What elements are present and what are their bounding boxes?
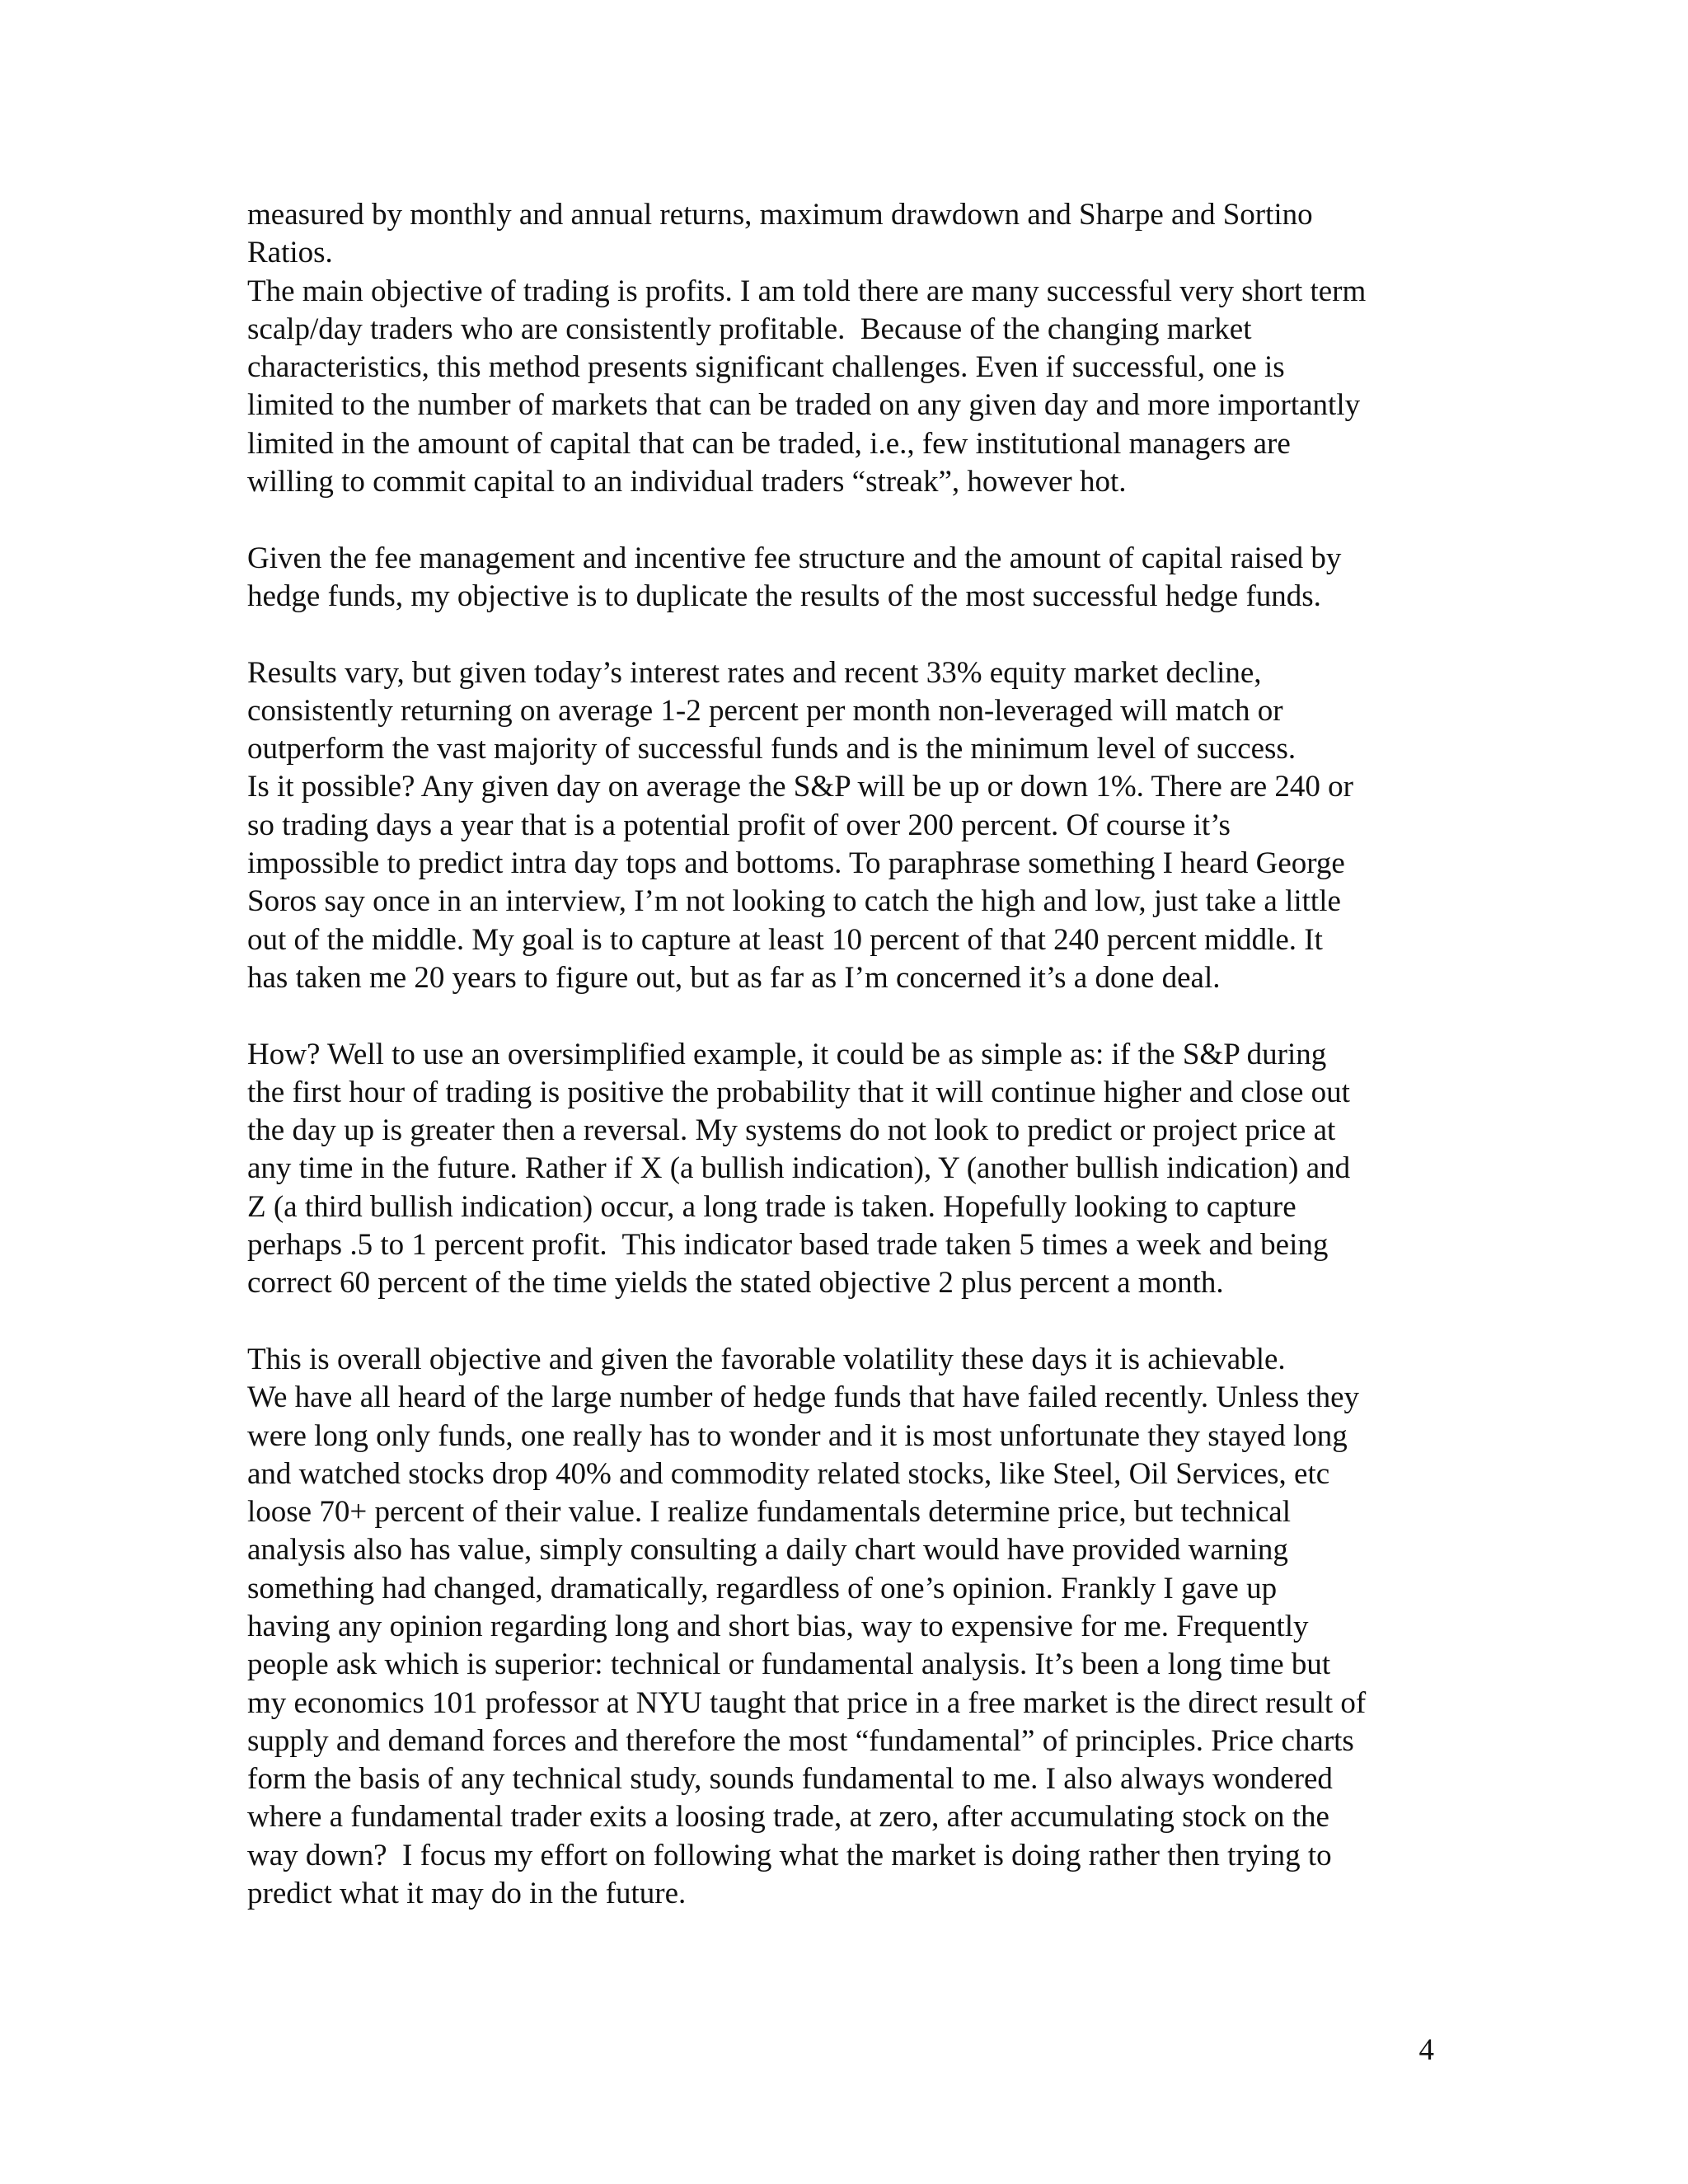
text-line: measured by monthly and annual returns, maximum drawdown and Sharpe and Sortino	[247, 198, 1313, 232]
paragraph-spacer	[247, 501, 1451, 539]
text-line: and watched stocks drop 40% and commodity related stocks, like Steel, Oil Services, etc	[247, 1456, 1330, 1491]
text-line: Given the fee management and incentive fee structure and the amount of capital raised by	[247, 541, 1342, 575]
text-line: any time in the future. Rather if X (a bullish indication), Y (another bullish indication) and	[247, 1151, 1351, 1186]
text-line: willing to commit capital to an individual traders “streak”, however hot.	[247, 465, 1127, 499]
text-line: supply and demand forces and therefore the most “fundamental” of principles. Price charts	[247, 1723, 1354, 1758]
text-line: consistently returning on average 1-2 percent per month non-leveraged will match or	[247, 693, 1283, 728]
text-line: loose 70+ percent of their value. I realize fundamentals determine price, but technical	[247, 1495, 1291, 1530]
text-line: The main objective of trading is profits. I am told there are many successful very short term	[247, 274, 1367, 308]
text-line: predict what it may do in the future.	[247, 1877, 687, 1911]
text-line: the first hour of trading is positive the probability that it will continue higher and close out	[247, 1075, 1350, 1109]
text-line: limited in the amount of capital that can be traded, i.e., few institutional managers are	[247, 426, 1291, 461]
text-line: Is it possible? Any given day on average the S&P will be up or down 1%. There are 240 or	[247, 770, 1353, 804]
text-line: outperform the vast majority of successful funds and is the minimum level of success.	[247, 732, 1296, 766]
text-line: hedge funds, my objective is to duplicate the results of the most successful hedge funds.	[247, 579, 1321, 613]
paragraph-spacer	[247, 1303, 1451, 1341]
text-line: were long only funds, one really has to wonder and it is most unfortunate they stayed long	[247, 1418, 1348, 1453]
page-number: 4	[1418, 2033, 1434, 2067]
text-line: How? Well to use an oversimplified example, it could be as simple as: if the S&P during	[247, 1037, 1327, 1071]
text-line: people ask which is superior: technical or fundamental analysis. It’s been a long time but	[247, 1647, 1331, 1682]
text-line: Soros say once in an interview, I’m not looking to catch the high and low, just take a little	[247, 884, 1341, 919]
text-line: impossible to predict intra day tops and bottoms. To paraphrase something I heard George	[247, 846, 1345, 881]
text-line: We have all heard of the large number of hedge funds that have failed recently. Unless they	[247, 1380, 1360, 1415]
text-line: characteristics, this method presents significant challenges. Even if successful, one is	[247, 350, 1285, 385]
text-line: so trading days a year that is a potential profit of over 200 percent. Of course it’s	[247, 808, 1231, 842]
text-line: correct 60 percent of the time yields the stated objective 2 plus percent a month.	[247, 1266, 1224, 1301]
text-line: way down? I focus my effort on following what the market is doing rather then trying to	[247, 1838, 1332, 1872]
text-line: Results vary, but given today’s interest rates and recent 33% equity market decline,	[247, 655, 1262, 690]
text-line: has taken me 20 years to figure out, but as far as I’m concerned it’s a done deal.	[247, 960, 1221, 995]
text-line: where a fundamental trader exits a loosing trade, at zero, after accumulating stock on the	[247, 1800, 1329, 1835]
text-line: perhaps .5 to 1 percent profit. This indicator based trade taken 5 times a week and being	[247, 1228, 1329, 1263]
paragraph-objectives	[247, 196, 1451, 501]
paragraph-hedge-fund-objective	[247, 540, 1451, 616]
text-line: This is overall objective and given the favorable volatility these days it is achievable.	[247, 1342, 1286, 1376]
text-line: Z (a third bullish indication) occur, a long trade is taken. Hopefully looking to capture	[247, 1189, 1296, 1224]
paragraph-how	[247, 1036, 1451, 1303]
text-line: Ratios.	[247, 236, 333, 270]
text-line: having any opinion regarding long and short bias, way to expensive for me. Frequently	[247, 1609, 1309, 1643]
text-line: the day up is greater then a reversal. My systems do not look to predict or project price at	[247, 1113, 1336, 1148]
paragraph-overall-objective	[247, 1341, 1451, 1913]
text-line: out of the middle. My goal is to capture at least 10 percent of that 240 percent middle. It	[247, 922, 1323, 957]
paragraph-spacer	[247, 616, 1451, 654]
text-line: analysis also has value, simply consulting a daily chart would have provided warning	[247, 1533, 1288, 1568]
text-line: scalp/day traders who are consistently profitable. Because of the changing market	[247, 312, 1252, 346]
text-line: my economics 101 professor at NYU taught that price in a free market is the direct result of	[247, 1685, 1367, 1720]
paragraph-spacer	[247, 997, 1451, 1035]
paragraph-results	[247, 654, 1451, 998]
text-line: limited to the number of markets that can be traded on any given day and more importantly	[247, 388, 1361, 423]
text-line: something had changed, dramatically, regardless of one’s opinion. Frankly I gave up	[247, 1571, 1278, 1605]
body-text	[247, 196, 1451, 1913]
text-line: form the basis of any technical study, sounds fundamental to me. I also always wondered	[247, 1762, 1333, 1797]
